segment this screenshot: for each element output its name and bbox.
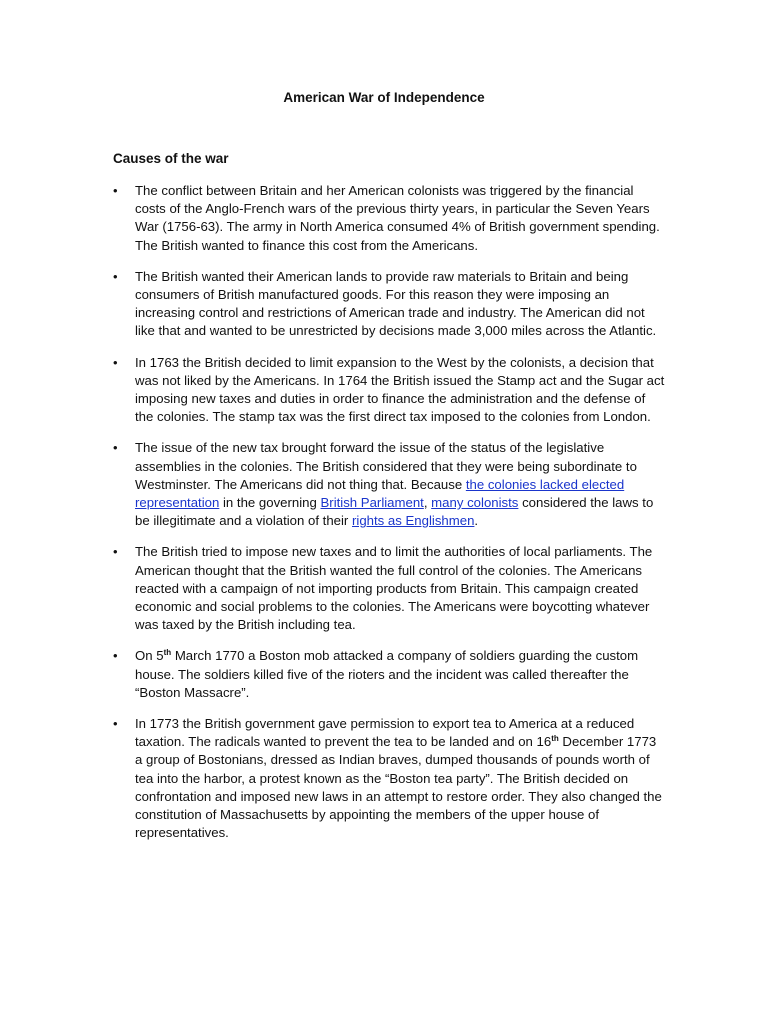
text-segment: December 1773 a group of Bostonians, dressed as Indian braves, dumped thousands of pounds worth of tea into the harbor, a protest known as the “Boston tea party”. The British decided on confrontation and imposed new laws in an attempt to restore order. They also changed the constitution of Massachusetts by appointing the members of the upper house of representatives. bbox=[135, 734, 662, 841]
text-segment: in the governing bbox=[219, 495, 321, 511]
bullet-icon: • bbox=[113, 440, 118, 456]
bullet-icon: • bbox=[113, 354, 118, 370]
text-segment: The issue of the new tax brought forward the issue of the status of the legislative assemblies in the colonies. The British considered that they were being subordinate to Westminster. The Americans did not thing that. Because bbox=[135, 440, 637, 492]
list-item-text: The conflict between Britain and her American colonists was triggered by the financial costs of the Anglo-French wars of the previous thirty years, in particular the Seven Years War (1756-63). The army in North America consumed 4% of British government spending. The British wanted to finance this cost from the Americans. bbox=[135, 183, 660, 253]
bullet-icon: • bbox=[113, 716, 118, 732]
list-item bbox=[0, 268, 667, 341]
ordinal-suffix: th bbox=[551, 734, 559, 744]
text-segment: . bbox=[474, 513, 479, 529]
list-item-text: The British wanted their American lands to provide raw materials to Britain and being consumers of British manufactured goods. For this reason they were imposing an increasing control and restrictions of American trade and industry. The American did not like that and wanted to be unrestricted by decisions made 3,000 miles across the Atlantic. bbox=[135, 268, 657, 339]
text-segment: In 1773 the British government gave permission to export tea to America at a reduced taxation. The radicals wanted to prevent the tea to be landed and on 16 bbox=[135, 716, 635, 750]
list-item-text bbox=[135, 648, 638, 699]
bullet-icon: • bbox=[113, 268, 118, 284]
bullet-icon: • bbox=[113, 544, 118, 560]
list-item-text: The British tried to impose new taxes and to limit the authorities of local parliaments. The American thought that the British wanted the full control of the colonies. The Americans reacted with a campaign of not importing products from Britain. This campaign created economic and social problems to the colonies. The Americans were boycotting whatever was taxed by the British including tea. bbox=[135, 544, 653, 633]
list-item bbox=[0, 354, 667, 427]
list-item bbox=[0, 647, 667, 702]
text-segment: considered the laws to be illegitimate and a violation of their bbox=[135, 495, 654, 529]
ordinal-suffix: th bbox=[163, 648, 172, 658]
list-item-text bbox=[135, 440, 653, 528]
bullet-icon: • bbox=[113, 648, 118, 664]
text-segment: , bbox=[423, 495, 432, 511]
bullet-icon: • bbox=[113, 183, 118, 198]
text-segment: March 1770 a Boston mob attacked a company of soldiers guarding the custom house. The soldiers killed five of the rioters and the incident was called thereafter the “Boston Massacre”. bbox=[135, 648, 639, 700]
link-colonies-representation[interactable]: the colonies lacked elected representation bbox=[135, 476, 625, 511]
link-many-colonists[interactable]: many colonists bbox=[431, 495, 519, 511]
list-item bbox=[0, 182, 667, 255]
section-heading: Causes of the war bbox=[113, 151, 229, 166]
document-title: American War of Independence bbox=[283, 90, 485, 105]
list-item bbox=[0, 439, 667, 530]
list-item-text bbox=[135, 716, 662, 840]
list-item bbox=[0, 715, 667, 842]
list-item-text: In 1763 the British decided to limit expansion to the West by the colonists, a decision that was not liked by the Americans. In 1764 the British issued the Stamp act and the Sugar act imposing new taxes and duties in order to finance the administration and the defense of the colonies. The stamp tax was the first direct tax imposed to the colonies from London. bbox=[135, 354, 665, 425]
bullet-list bbox=[0, 182, 768, 856]
text-segment: On 5 bbox=[135, 648, 164, 664]
link-british-parliament[interactable]: British Parliament bbox=[320, 495, 424, 511]
link-rights-as-englishmen[interactable]: rights as Englishmen bbox=[352, 513, 475, 529]
list-item bbox=[0, 543, 667, 634]
